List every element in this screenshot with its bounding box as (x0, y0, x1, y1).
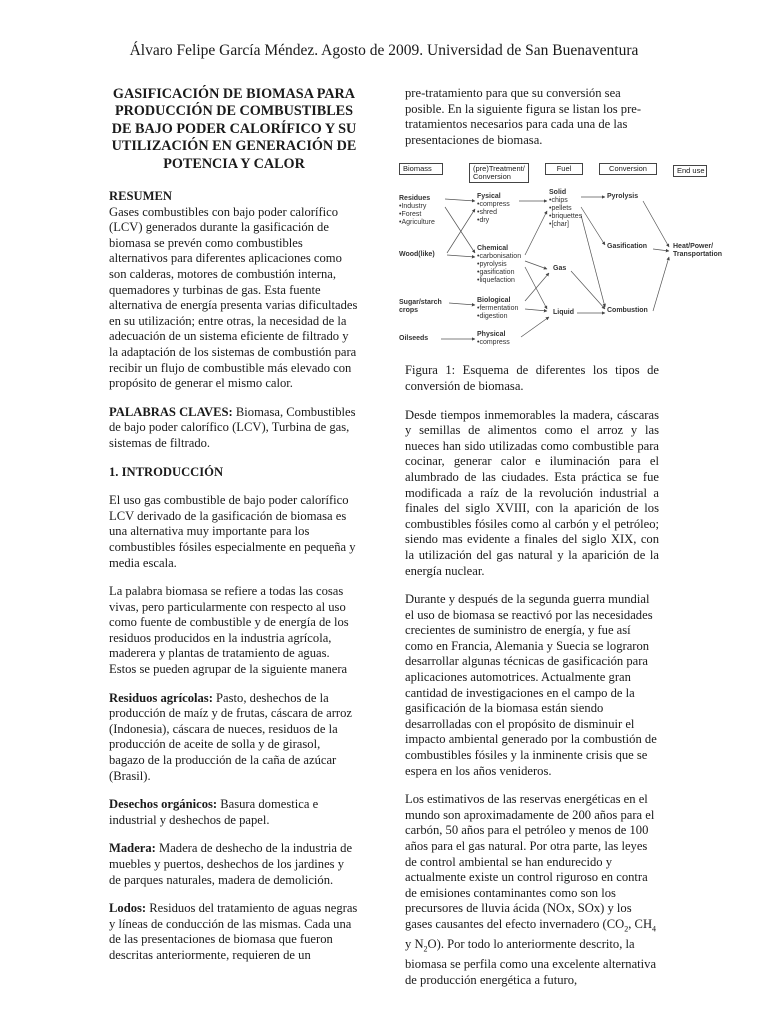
figure-header-treatment: (pre)Treatment/ Conversion (469, 163, 529, 183)
pretreatment-paragraph: pre-tratamiento para que su conversión sea posible. En la siguiente figura se listan los pre-tratamientos necesarios para cada una de las presentaciones de biomasa. (405, 86, 642, 147)
category-text: Residuos del tratamiento de aguas negras y líneas de conducción de las mismas. Cada una de las presentaciones de biomasa que fueron descritas anteriormente, requieren de un (109, 901, 358, 962)
arrow (449, 303, 475, 305)
history-paragraph: Desde tiempos inmemorables la madera, cáscaras y semillas de alimentos como el arroz y las nueces han sido utilizadas como combustible para cocinar, generar calor e iluminación para el alumbrado de las ciudades. Esta práctica se fue modificada a raíz de la revolución industrial a finales del siglo XVIII, con la aparición de los combustibles fósiles como al carbón y el petróleo; siendo mas evidente a finales del siglo XIX, con la utilización del gas natural y la aparición de la energía nuclear. (405, 407, 659, 578)
category-desechos (109, 797, 359, 828)
category-text: Madera de deshecho de la industria de muebles y puertos, deshechos de los jardines y de parques naturales, madera de demolición. (109, 841, 353, 887)
category-label: Lodos: (109, 901, 147, 916)
source-item: •Forest (399, 211, 422, 219)
arrow (653, 249, 669, 251)
reserves-paragraph (405, 792, 659, 988)
fuel-liquid: Liquid (553, 309, 574, 317)
treatment-item: •dry (477, 217, 490, 225)
fuel-item: •[char] (549, 221, 569, 229)
keywords-text: Biomasa, Combustibles de bajo poder calorífico (LCV), Turbina de gas, sistemas de filtrado. (109, 404, 356, 450)
text-run: O). Por todo lo anteriormente descrito, la biomasa se perfila como una excelente alternativa de producción energética a futuro, (405, 937, 657, 987)
arrow (445, 199, 475, 201)
treatment-item: •digestion (477, 313, 508, 321)
subscript: 2 (423, 944, 428, 954)
arrow (525, 309, 547, 311)
treatment-item: •pyrolysis (477, 261, 507, 269)
treatment-fysical: Fysical (477, 193, 501, 201)
arrow (581, 207, 605, 245)
arrow (581, 215, 605, 307)
fuel-gas: Gas (553, 265, 567, 273)
figure-header-end-use: End use (673, 165, 707, 177)
subscript: 4 (652, 924, 657, 934)
source-sugar: Sugar/starch (399, 299, 442, 307)
conversion-combustion: Combustion (607, 307, 648, 315)
arrow (445, 207, 475, 253)
subscript: 2 (624, 924, 629, 934)
treatment-item: •gasification (477, 269, 515, 277)
category-madera (109, 841, 359, 888)
intro-paragraph-1: El uso gas combustible de bajo poder calorífico LCV derivado de la gasificación de biomasa es una alternativa muy importante para los combustibles fósiles especialmente en pequeña y media escala. (109, 493, 356, 570)
intro-heading: 1. INTRODUCCIÓN (109, 464, 224, 479)
keywords (109, 405, 359, 452)
arrow (525, 273, 549, 301)
figure-header-biomass: Biomass (399, 163, 443, 175)
figure-caption: Figura 1: Esquema de diferentes los tipos de conversión de biomasa. (405, 363, 659, 393)
arrow (571, 271, 605, 309)
treatment-item: •compress (477, 201, 510, 209)
category-label: Madera: (109, 841, 156, 856)
fuel-solid: Solid (549, 189, 567, 197)
category-residuos (109, 691, 359, 785)
category-lodos (109, 901, 359, 963)
keywords-label: PALABRAS CLAVES: (109, 404, 233, 419)
paper-title: GASIFICACIÓN DE BIOMASA PARA PRODUCCIÓN DE COMBUSTIBLES DE BAJO PODER CALORÍFICO Y SU UTILIZACIÓN EN GENERACIÓN DE POTENCIA Y CALOR (111, 86, 357, 172)
source-item: •Agriculture (399, 219, 435, 227)
text-run: y N (405, 937, 424, 952)
page-header: Álvaro Felipe García Méndez. Agosto de 2009. Universidad de San Buenaventura (129, 42, 639, 59)
category-label: Residuos agrícolas: (109, 690, 213, 705)
arrow (653, 257, 669, 311)
text-run: , CH (628, 916, 653, 931)
treatment-item: •fermentation (477, 305, 519, 313)
biomass-conversion-figure (397, 161, 723, 351)
conversion-gasification: Gasification (607, 243, 648, 251)
treatment-biological: Biological (477, 297, 511, 305)
abstract-heading: RESUMEN (109, 189, 172, 204)
source-crops: crops (399, 307, 419, 315)
category-label: Desechos orgánicos: (109, 797, 218, 812)
fuel-item: •chips (549, 197, 568, 205)
treatment-item: •shred (477, 209, 497, 217)
arrow (521, 317, 549, 337)
source-item: •Industry (399, 203, 427, 211)
arrow (525, 261, 547, 269)
arrow (447, 255, 475, 257)
treatment-item: •compress (477, 339, 510, 347)
treatment-item: •carbonisation (477, 253, 522, 261)
treatment-item: •liquefaction (477, 277, 515, 285)
end-use-label: Heat/Power/ Transportation (673, 243, 723, 259)
war-paragraph: Durante y después de la segunda guerra mundial el uso de biomasa se reactivó por las necesidades crecientes de suministro de energía, y fue así como en Francia, Alemania y Suecia se lograron desarrollar algunas técnicas de gasificación para aplicaciones automotrices. Actualmente gran cantidad de investigaciones en el campo de la gasificación de la biomasa están siendo desarrolladas con el propósito de disminuir el impacto ambiental generado por la combustión de combustibles fósiles y la inminente crisis que se espera en los años venideros. (405, 592, 657, 778)
arrow (525, 211, 547, 255)
fuel-item: •pellets (549, 205, 572, 213)
fuel-item: •briquettes (549, 213, 583, 221)
arrow (643, 201, 669, 247)
left-column (109, 86, 359, 977)
category-text: Basura domestica e industrial y deshechos de papel. (109, 797, 319, 827)
right-column (399, 86, 723, 1001)
conversion-pyrolysis: Pyrolysis (607, 193, 639, 201)
category-text: Pasto, deshechos de la producción de maíz y de frutas, cáscara de arroz (Indonesia), cáscara de nueces, residuos de la producción de aceite de solla y de girasol, bagazo de la producción de la caña de azúcar (Brasil). (109, 690, 353, 783)
source-residues: Residues (399, 195, 431, 203)
text-run: Los estimativos de las reservas energéticas en el mundo son aproximadamente de 200 años para el carbón, 50 años para el petróleo y menos de 100 años para el gas natural. Por otra parte, las leyes de control ambiental se han endurecido y actualmente existe un control riguroso en contra de emisiones contaminantes como son los precursores de lluvia ácida (NOx, SOx) y los gases causantes del efecto invernadero (CO (405, 792, 655, 931)
figure-header-conversion: Conversion (599, 163, 657, 175)
intro-paragraph-2: La palabra biomasa se refiere a todas las cosas vivas, pero particularmente con respecto al uso como fuente de combustible y de energía de los residuos producidos en la industria agrícola, maderera y plantas de tratamiento de aguas. Estos se pueden agrupar de la siguiente manera (109, 584, 349, 677)
treatment-physical: Physical (477, 331, 506, 339)
treatment-chemical: Chemical (477, 245, 509, 253)
source-oilseeds: Oilseeds (399, 335, 429, 343)
figure-header-fuel: Fuel (545, 163, 583, 175)
abstract-text: Gases combustibles con bajo poder calorífico (LCV) generados durante la gasificación de biomasa se prevén como combustibles alternativos para diferentes aplicaciones como son calderas, motores de combustión interna, quemadores y turbinas de gas. Esta fuente alternativa de energía presenta varias dificultades en su utilización; entre otras, la necesidad de la adecuación de un sistema eficiente de filtrado y la adaptación de los sistemas de combustión para recibir un flujo de combustible más elevado con propósito de generar el mismo calor. (109, 204, 358, 391)
source-wood: Wood(like) (399, 251, 435, 259)
